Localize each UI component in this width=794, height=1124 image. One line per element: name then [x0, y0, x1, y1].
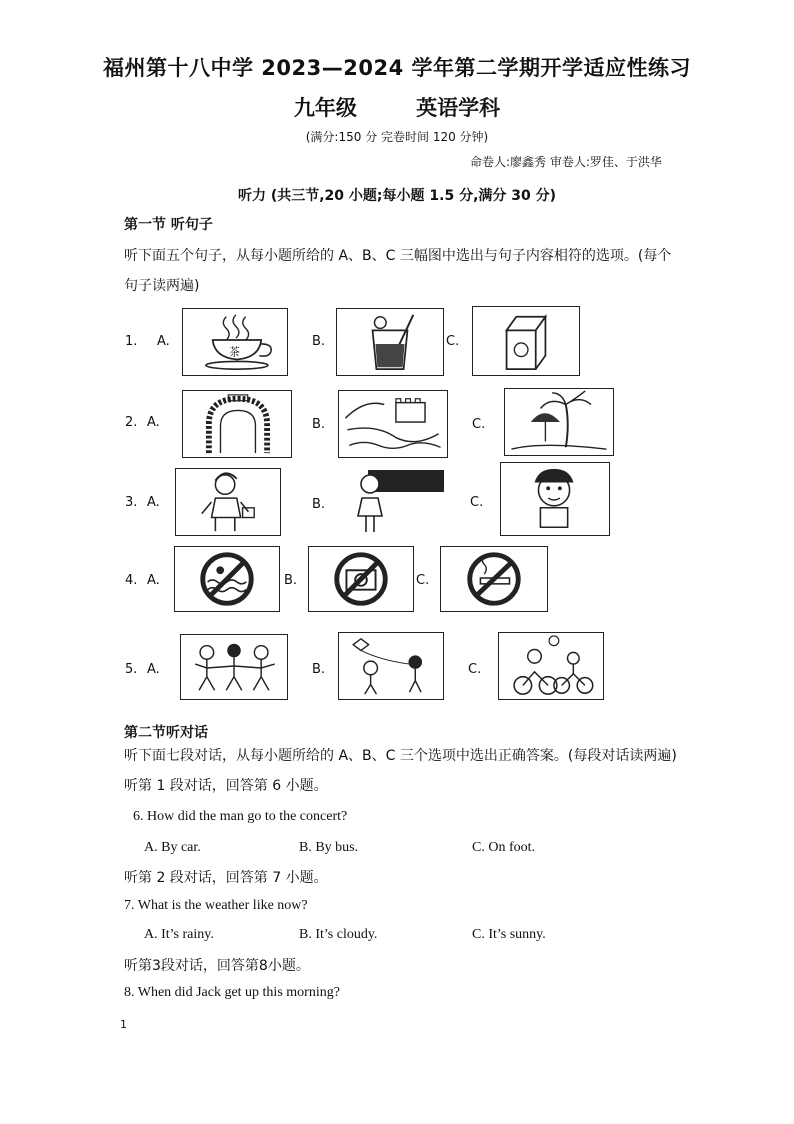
- q1-option-c-label: C.: [446, 334, 460, 349]
- subject-label: 英语学科: [416, 96, 501, 120]
- q4-option-b-image[interactable]: [308, 546, 414, 612]
- q7-option-a[interactable]: A. It’s rainy.: [144, 927, 214, 942]
- no-camera-sign-icon: [309, 547, 413, 611]
- q5-option-a-image[interactable]: [180, 634, 288, 700]
- page-number: 1: [120, 1018, 127, 1031]
- q6-option-a[interactable]: A. By car.: [144, 840, 201, 855]
- q7-stem: 7. What is the weather like now?: [124, 898, 308, 913]
- q4-option-a-image[interactable]: [174, 546, 280, 612]
- q1-option-a-image[interactable]: [182, 308, 288, 376]
- grade-label: 九年级: [293, 96, 357, 120]
- q3-option-b-image[interactable]: [338, 468, 448, 536]
- part1-instruction-line1: 听下面五个句子，从每小题所给的 A、B、C 三幅图中选出与句子内容相符的选项。(每个: [124, 248, 672, 264]
- exam-authors: 命卷人:廖鑫秀 审卷人:罗佳、于洪华: [470, 155, 662, 169]
- q5-number: 5.: [125, 662, 138, 677]
- q8-stem: 8. When did Jack get up this morning?: [124, 985, 340, 1000]
- q2-option-a-image[interactable]: [182, 390, 292, 458]
- q5-option-c-label: C.: [468, 662, 482, 677]
- no-smoking-sign-icon: [441, 547, 547, 611]
- q3-option-a-image[interactable]: [175, 468, 281, 536]
- q4-number: 4.: [125, 573, 138, 588]
- dialog1-intro: 听第 1 段对话，回答第 6 小题。: [124, 778, 328, 794]
- no-swimming-sign-icon: [175, 547, 279, 611]
- exam-title: 福州第十八中学 2023—2024 学年第二学期开学适应性练习: [102, 56, 691, 80]
- tea-char: 茶: [229, 345, 240, 359]
- q7-option-b[interactable]: B. It’s cloudy.: [299, 927, 378, 942]
- q3-number: 3.: [125, 495, 138, 510]
- kids-cycling-icon: [499, 633, 603, 699]
- dialog2-intro: 听第 2 段对话，回答第 7 小题。: [124, 870, 328, 886]
- q3-option-a-label: A.: [147, 495, 160, 510]
- q5-option-b-image[interactable]: [338, 632, 444, 700]
- exam-meta: (满分:150 分 完卷时间 120 分钟): [305, 130, 489, 144]
- q5-option-a-label: A.: [147, 662, 160, 677]
- beach-palm-icon: [505, 389, 613, 455]
- q7-option-c[interactable]: C. It’s sunny.: [472, 927, 546, 942]
- part1-instruction-line2: 句子读两遍): [124, 278, 200, 294]
- milk-carton-icon: [473, 307, 579, 375]
- juice-glass-icon: [337, 309, 443, 375]
- great-wall-icon: [339, 391, 447, 457]
- q4-option-c-label: C.: [416, 573, 430, 588]
- q1-option-a-label: A.: [157, 334, 170, 349]
- q1-option-b-image[interactable]: [336, 308, 444, 376]
- q1-number: 1.: [125, 334, 138, 349]
- q2-option-a-label: A.: [147, 415, 160, 430]
- q5-option-b-label: B.: [312, 662, 326, 677]
- kids-kite-icon: [339, 633, 443, 699]
- q3-option-b-label: B.: [312, 497, 326, 512]
- part2-title: 第二节听对话: [124, 725, 208, 741]
- kids-dancing-icon: [181, 635, 287, 699]
- girl-at-blackboard-icon: [338, 468, 448, 536]
- dialog3-intro: 听第3段对话，回答第8小题。: [124, 958, 310, 974]
- q2-number: 2.: [125, 415, 138, 430]
- arch-gate-icon: [183, 391, 291, 457]
- tea-cup-icon: [183, 309, 287, 375]
- q6-stem: 6. How did the man go to the concert?: [133, 809, 348, 824]
- q2-option-b-label: B.: [312, 417, 326, 432]
- q3-option-c-label: C.: [470, 495, 484, 510]
- q2-option-b-image[interactable]: [338, 390, 448, 458]
- part2-instruction: 听下面七段对话，从每小题所给的 A、B、C 三个选项中选出正确答案。(每段对话读两遍): [124, 748, 677, 764]
- q5-option-c-image[interactable]: [498, 632, 604, 700]
- part1-title: 第一节 听句子: [124, 217, 213, 233]
- q4-option-c-image[interactable]: [440, 546, 548, 612]
- q6-option-b[interactable]: B. By bus.: [299, 840, 359, 855]
- boy-face-icon: [501, 463, 609, 535]
- q6-option-c[interactable]: C. On foot.: [472, 840, 535, 855]
- q3-option-c-image[interactable]: [500, 462, 610, 536]
- q4-option-a-label: A.: [147, 573, 160, 588]
- q2-option-c-label: C.: [472, 417, 486, 432]
- q2-option-c-image[interactable]: [504, 388, 614, 456]
- q1-option-c-image[interactable]: [472, 306, 580, 376]
- listening-heading: 听力 (共三节,20 小题;每小题 1.5 分,满分 30 分): [237, 188, 557, 204]
- q4-option-b-label: B.: [284, 573, 298, 588]
- man-with-bag-icon: [176, 469, 280, 535]
- exam-subtitle: [0, 92, 794, 122]
- q1-option-b-label: B.: [312, 334, 326, 349]
